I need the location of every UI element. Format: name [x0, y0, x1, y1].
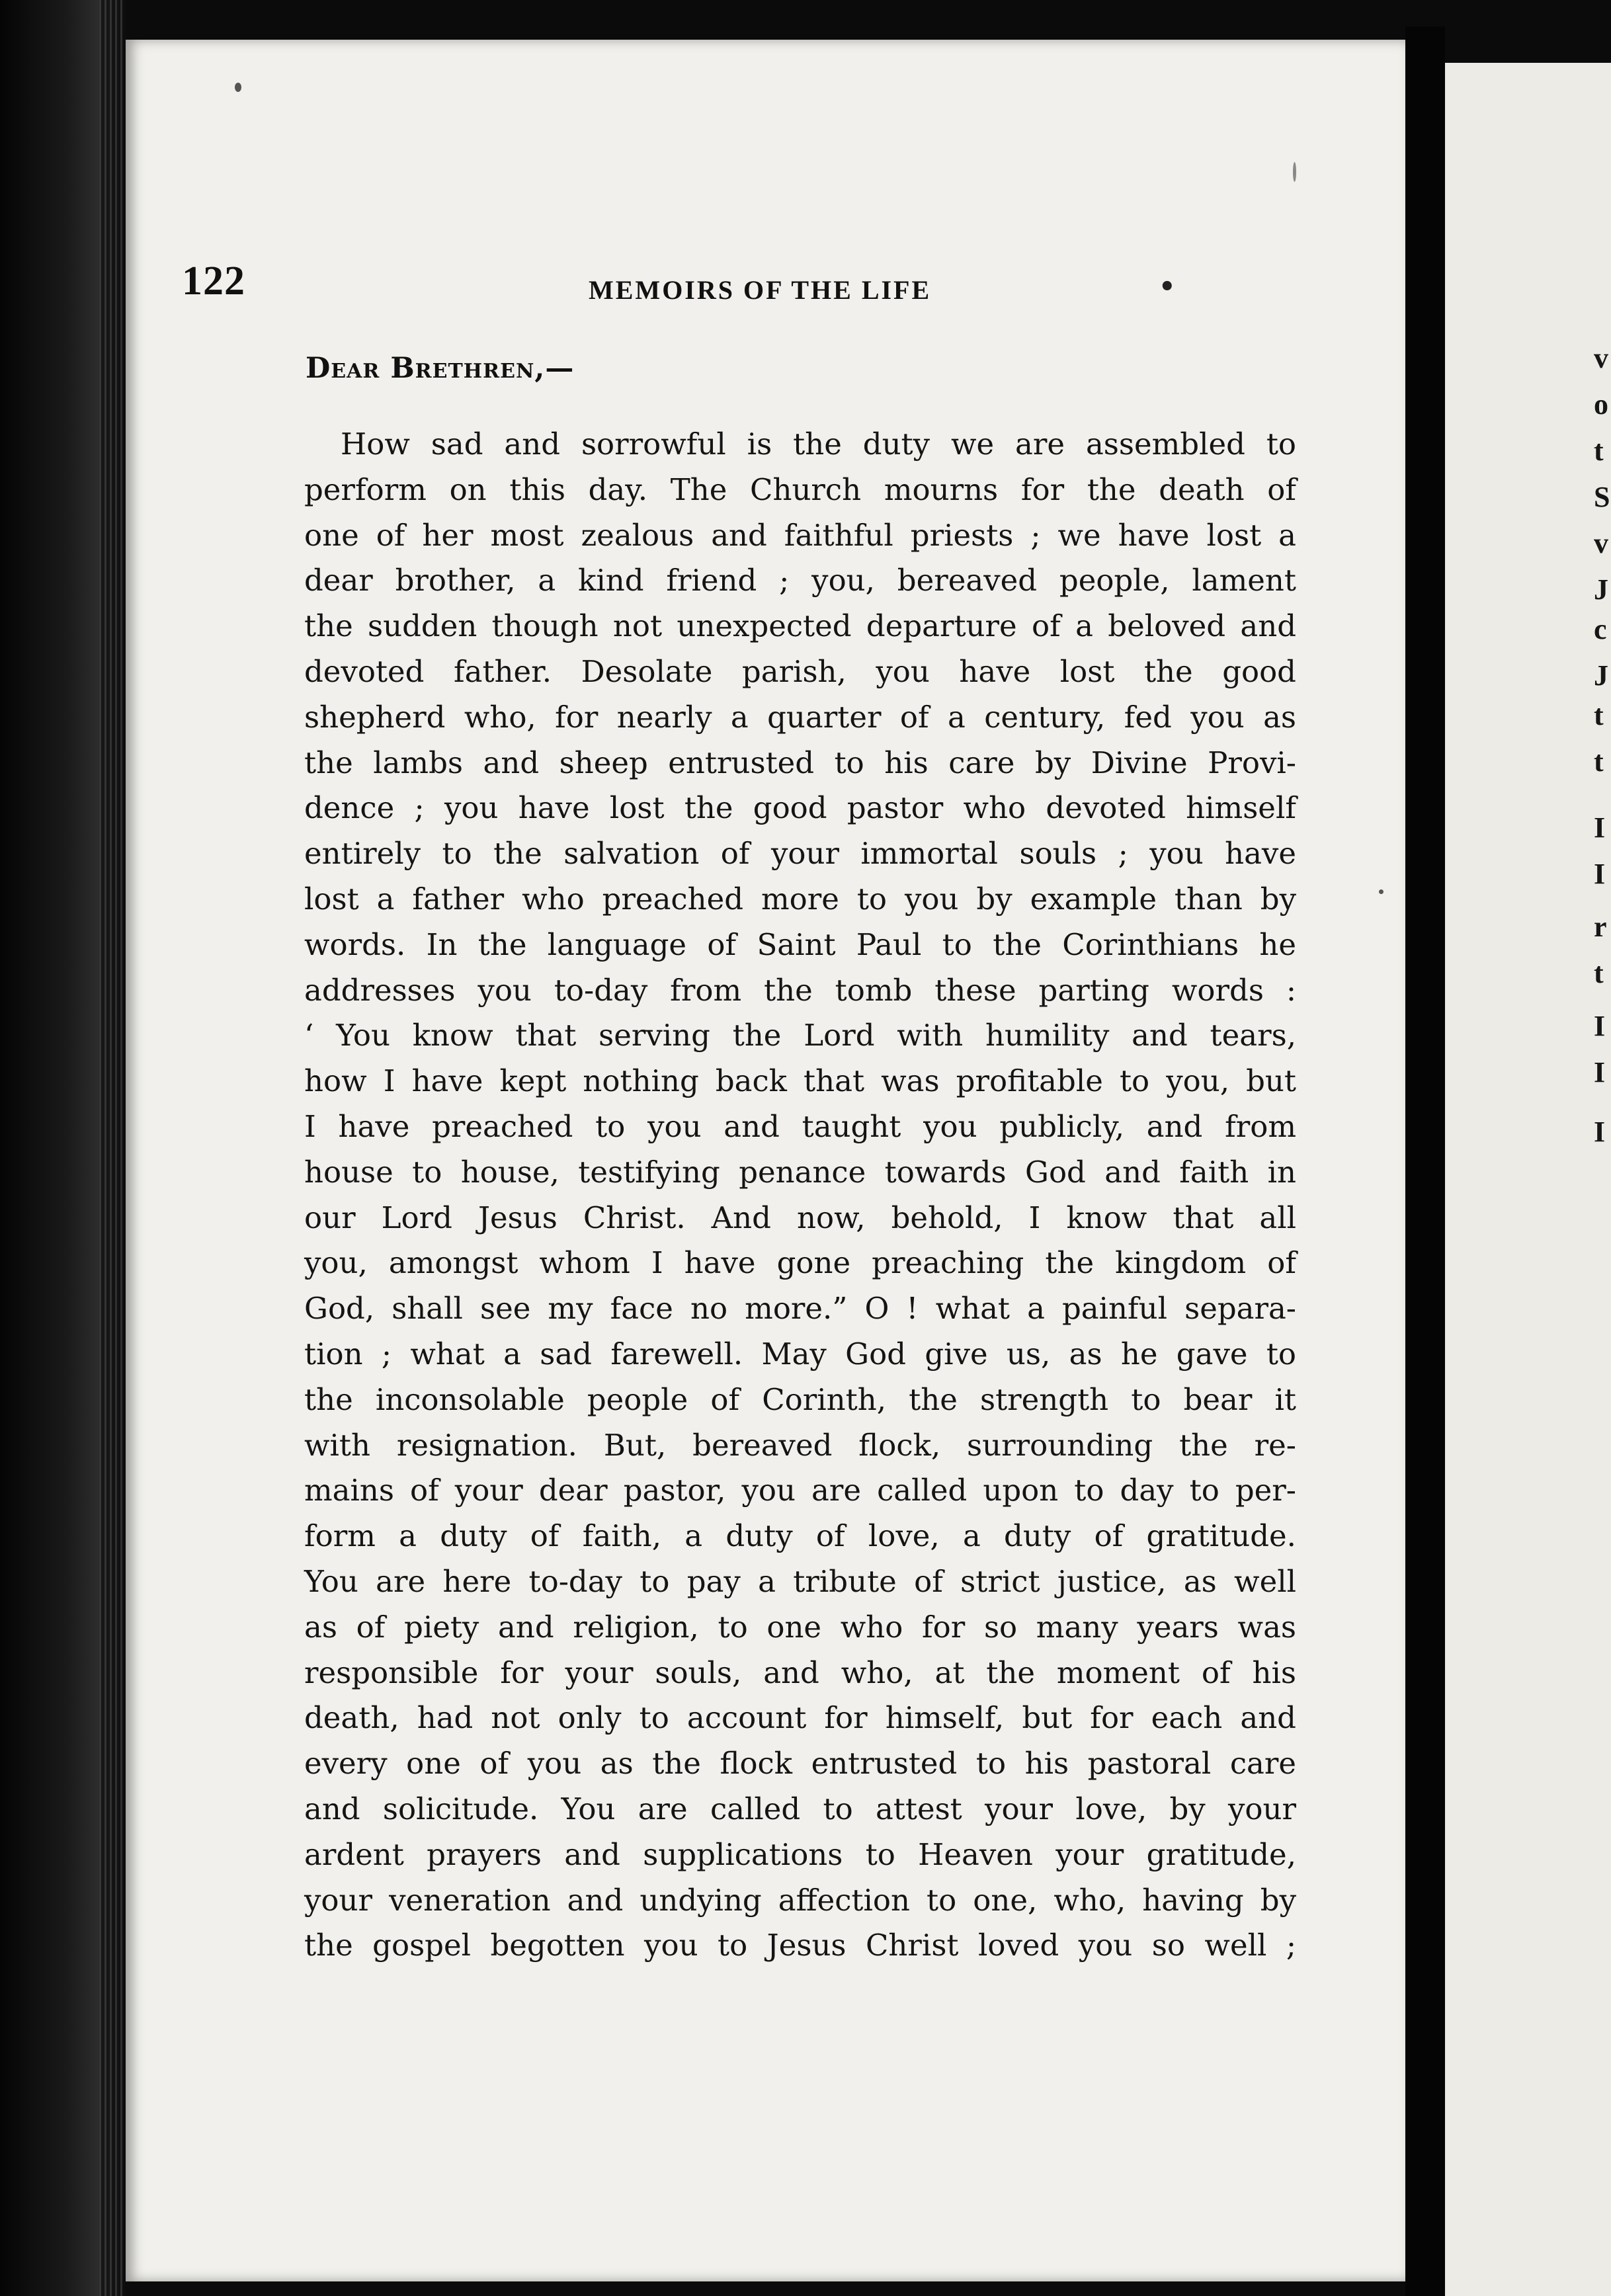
running-head: MEMOIRS OF THE LIFE: [589, 275, 932, 305]
text-line: ardent prayers and supplications to Heaven your gratitude,: [304, 1836, 1296, 1872]
text-line: as of piety and religion, to one who for so many years was: [304, 1609, 1296, 1645]
text-line: form a duty of faith, a duty of love, a duty of gratitude.: [304, 1518, 1296, 1554]
text-line: one of her most zealous and faithful priests ; we have lost a: [304, 517, 1296, 553]
text-line: devoted father. Desolate parish, you have lost the good: [304, 653, 1296, 689]
text-line: I have preached to you and taught you publicly, and from: [304, 1108, 1296, 1144]
next-page-fragment: t: [1594, 434, 1604, 467]
text-line: our Lord Jesus Christ. And now, behold, I know that all: [304, 1200, 1296, 1235]
text-line: tion ; what a sad farewell. May God give us, as he gave to: [304, 1336, 1296, 1372]
next-page-fragment: c: [1594, 613, 1607, 645]
text-line: perform on this day. The Church mourns for the death of: [304, 472, 1296, 507]
text-line: the inconsolable people of Corinth, the strength to bear it: [304, 1381, 1296, 1417]
page-number: 122: [182, 259, 245, 304]
text-line: You are here to-day to pay a tribute of strict justice, as well: [304, 1563, 1296, 1599]
next-page-edge: [1445, 63, 1611, 2296]
next-page-fragment: I: [1594, 858, 1606, 890]
body-text: [304, 422, 1296, 1969]
next-page-fragment: o: [1594, 388, 1608, 421]
next-page-fragment: r: [1594, 911, 1607, 943]
scan-speck: [1379, 889, 1384, 894]
text-line: ‘ You know that serving the Lord with humility and tears,: [304, 1018, 1296, 1053]
text-line: lost a father who preached more to you by example than by: [304, 881, 1296, 917]
text-line: dear brother, a kind friend ; you, bereaved people, lament: [304, 563, 1296, 598]
next-page-fragment: S: [1594, 481, 1610, 513]
text-line: shepherd who, for nearly a quarter of a century, fed you as: [304, 699, 1296, 735]
text-line: How sad and sorrowful is the duty we are assembled to: [341, 427, 1296, 462]
next-page-fragment: t: [1594, 745, 1604, 778]
text-line: how I have kept nothing back that was profitable to you, but: [304, 1063, 1296, 1099]
text-line: words. In the language of Saint Paul to the Corinthians he: [304, 926, 1296, 962]
next-page-fragment: I: [1594, 1010, 1606, 1042]
next-page-fragment: t: [1594, 699, 1604, 731]
text-line: entirely to the salvation of your immortal souls ; you have: [304, 836, 1296, 872]
next-page-fragment: J: [1594, 659, 1608, 692]
next-page-fragment: J: [1594, 573, 1608, 606]
salutation: Dear Brethren,—: [306, 352, 575, 385]
text-line: your veneration and undying affection to one, who, having by: [304, 1882, 1296, 1918]
page-gutter: [1405, 26, 1445, 2296]
text-line: death, had not only to account for himself, but for each and: [304, 1700, 1296, 1736]
next-page-fragment: I: [1594, 1056, 1606, 1088]
text-line: dence ; you have lost the good pastor who devoted himself: [304, 790, 1296, 826]
text-line: with resignation. But, bereaved flock, surrounding the re-: [304, 1427, 1296, 1463]
text-line: the lambs and sheep entrusted to his care by Divine Provi-: [304, 745, 1296, 780]
next-page-fragment: I: [1594, 811, 1606, 844]
text-line: you, amongst whom I have gone preaching the kingdom of: [304, 1245, 1296, 1281]
scan-speck: [1293, 162, 1296, 182]
text-line: and solicitude. You are called to attest your love, by your: [304, 1791, 1296, 1826]
text-line: mains of your dear pastor, you are called upon to day to per-: [304, 1473, 1296, 1508]
book-spine: [99, 0, 126, 2296]
scan-speck: [235, 83, 241, 92]
next-page-fragment: I: [1594, 1116, 1606, 1148]
running-head-mark: •: [1159, 271, 1176, 302]
next-page-fragment: v: [1594, 527, 1608, 559]
next-page-fragment: t: [1594, 957, 1604, 989]
text-line: addresses you to-day from the tomb these parting words :: [304, 972, 1296, 1008]
text-line: God, shall see my face no more.” O ! what a painful separa-: [304, 1291, 1296, 1327]
text-line: every one of you as the flock entrusted to his pastoral care: [304, 1746, 1296, 1782]
text-line: house to house, testifying penance towards God and faith in: [304, 1154, 1296, 1190]
text-line: responsible for your souls, and who, at the moment of his: [304, 1655, 1296, 1690]
next-page-fragment: v: [1594, 342, 1608, 374]
text-line: the gospel begotten you to Jesus Christ loved you so well ;: [304, 1928, 1296, 1963]
text-line: the sudden though not unexpected departure of a beloved and: [304, 608, 1296, 644]
